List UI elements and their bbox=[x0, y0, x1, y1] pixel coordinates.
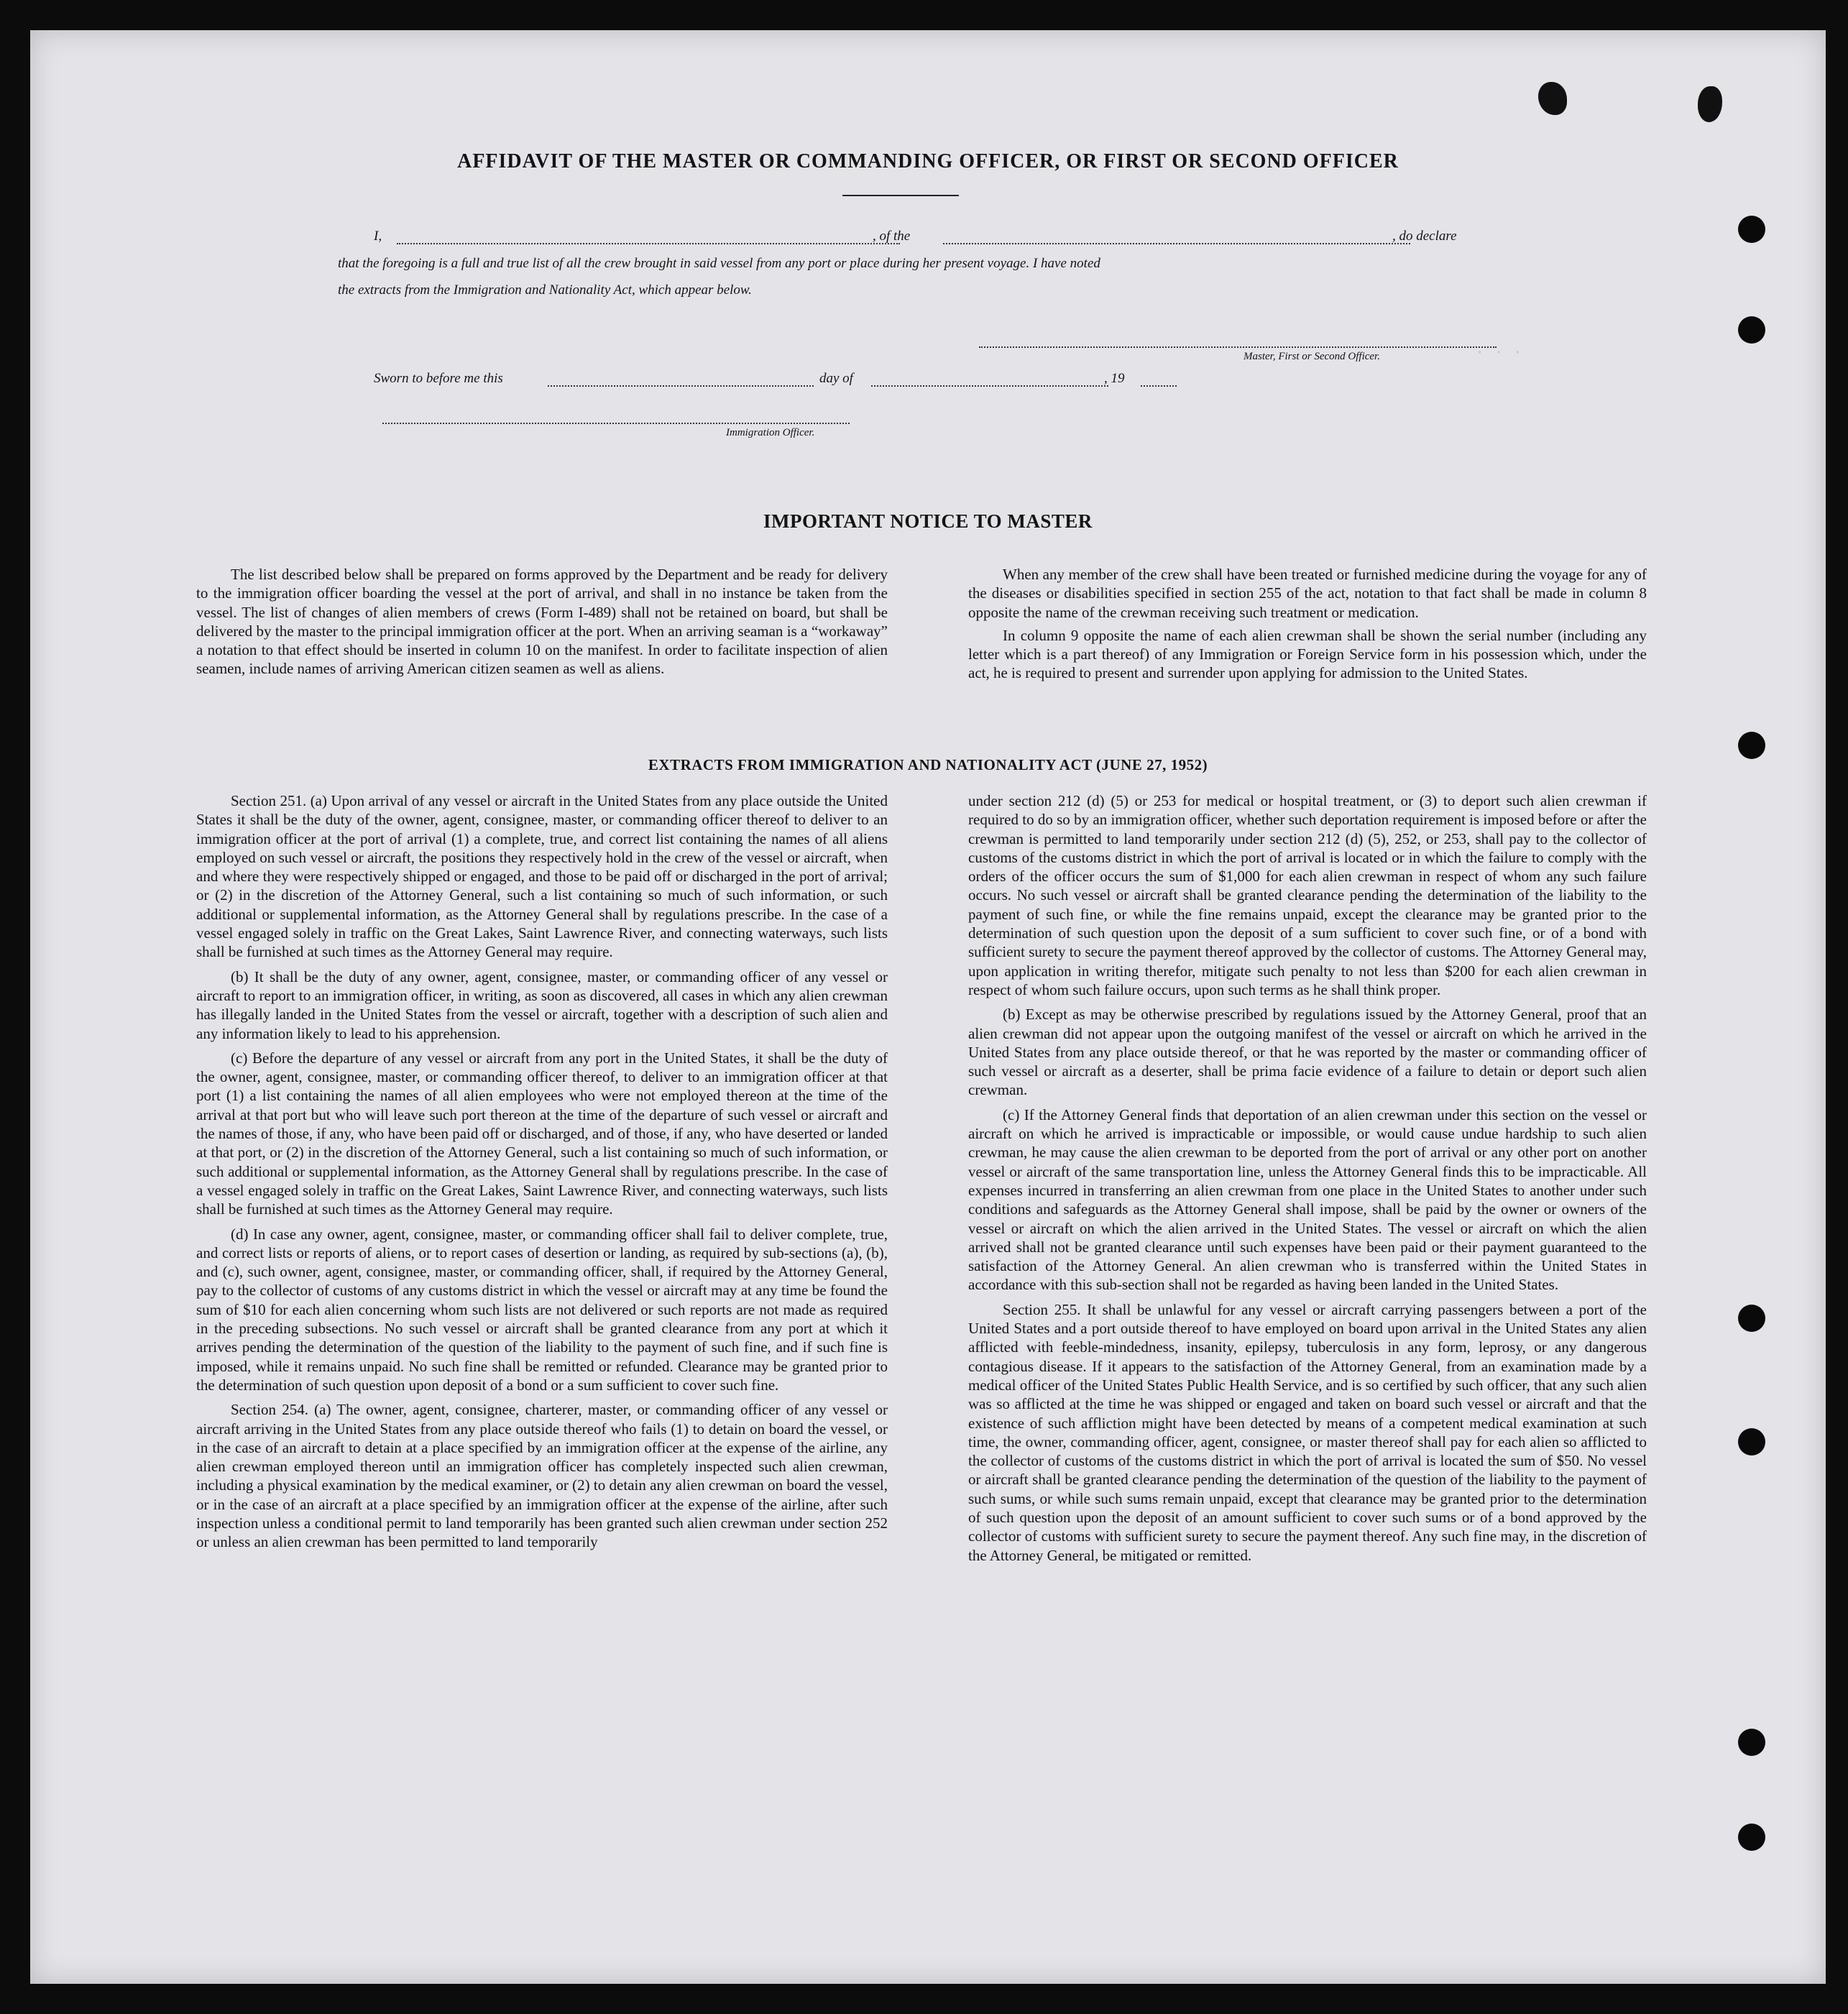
notice-right-paragraph-1: When any member of the crew shall have been treated or furnished medicine during the voyage for any of the diseases or disabilities specified in section 255 of the act, notation to that fact shall be made in column 8 opposite the name of the crewman receiving such treatment or medication. bbox=[968, 566, 1647, 621]
notice-left-column bbox=[196, 565, 888, 684]
section-254a-continued: under section 212 (d) (5) or 253 for medical or hospital treatment, or (3) to deport such alien crewman if required to do so by an immigration officer, whether such deportation requirement is imposed before or after the crewman is permitted to land temporarily under section 212 (d) (5), 252, or 253, shall pay to the collector of customs of the customs district in which the port of arrival is located or in which the failure to comply with the orders of the officer occurs the sum of $1,000 for each alien crewman in respect of whom any such failure occurs. No such vessel or aircraft shall be granted clearance pending the determination of the liability to the payment of such fine, or while the fine remains unpaid, except the clearance may be granted prior to the determination of such question upon the deposit of a sum sufficient to cover such fine, or of a bond with sufficient surety to secure the payment thereof approved by the collector of customs. The Attorney General may, upon application in writing therefor, mitigate such penalty to not less than $200 for each alien crewman in respect of whom such failure occurs, upon such terms as he shall think proper. bbox=[968, 792, 1647, 998]
notice-right-paragraph-2: In column 9 opposite the name of each alien crewman shall be shown the serial number (including any letter which is a part thereof) of any Immigration or Foreign Service form in his possession which, under the act, he is required to present and surrender upon applying for admission to the United States. bbox=[968, 626, 1647, 682]
section-255: Section 255. It shall be unlawful for any vessel or aircraft carrying passengers between a port of the United States and a port outside thereof to have employed on board upon arrival in the United States any alien afflicted with feeble-mindedness, insanity, epilepsy, tuberculosis in any form, leprosy, or any dangerous contagious disease. If it appears to the satisfaction of the Attorney General, from an examination made by a medical officer of the United States Public Health Service, and is so certified by such officer, that any such alien was so afflicted at the time he was shipped or engaged and taken on board such vessel or aircraft and that the existence of such affliction might have been detected by means of a competent medical examination at such time, the owner, commanding officer, agent, consignee, or master thereof shall pay for each alien so afflicted to the collector of customs of the customs district in which the port of arrival is located the sum of $50. No vessel or aircraft shall be granted clearance pending the determination of the question of the liability to the payment of such sums, or while such sums remain unpaid, except that clearance may be granted prior to the determination of such question upon the deposit of an amount sufficient to cover such sums or of a bond approved by the collector of customs with sufficient surety to secure the payment thereof. Any such fine may, in the discretion of the Attorney General, be mitigated or remitted. bbox=[968, 1300, 1647, 1564]
affidavit-line-2: that the foregoing is a full and true list of all the crew brought in said vessel from any port or place during her present voyage. I have noted bbox=[338, 256, 1100, 271]
binder-hole bbox=[1738, 732, 1765, 759]
year-label: , 19 bbox=[1104, 371, 1125, 386]
affidavit-title: AFFIDAVIT OF THE MASTER OR COMMANDING OFFICER, OR FIRST OR SECOND OFFICER bbox=[457, 150, 1399, 173]
master-signature-caption: Master, First or Second Officer. bbox=[1244, 351, 1380, 362]
notice-right-column bbox=[968, 565, 1647, 689]
bleed-through: · · · bbox=[1475, 344, 1523, 362]
officer-signature-caption: Immigration Officer. bbox=[726, 427, 815, 438]
master-signature-field[interactable] bbox=[979, 346, 1497, 348]
sworn-year-field[interactable] bbox=[1141, 385, 1177, 387]
section-254a: Section 254. (a) The owner, agent, consignee, charterer, master, or commanding officer of any vessel or aircraft arriving in the United States from any place outside thereof who fails (1) to detain on board the vessel, or in the case of an aircraft to detain at a place specified by an immigration officer at the expense of the airline, any alien crewman employed thereon until an immigration officer has completely inspected such alien crewman, including a physical examination by the medical examiner, or (2) to detain any alien crewman on board the vessel, or in the case of an aircraft at a place specified by an immigration officer at the expense of the airline, after such inspection unless a conditional permit to land temporarily has been granted such alien crewman under section 252 or unless an alien crewman has been permitted to land temporarily bbox=[196, 1401, 888, 1551]
extracts-left-column bbox=[196, 791, 888, 1558]
binder-hole bbox=[1738, 1729, 1765, 1756]
section-254b: (b) Except as may be otherwise prescribed by regulations issued by the Attorney General, proof that an alien crewman did not appear upon the outgoing manifest of the vessel or aircraft on which he arrived in the United States from any place outside thereof, or that he was reported by the master or commanding officer of such vessel or aircraft as a deserter, shall be prima facie evidence of a failure to detain or deport such alien crewman. bbox=[968, 1006, 1647, 1099]
title-divider bbox=[842, 195, 959, 196]
affidavit-of-the-label: , of the bbox=[873, 229, 911, 244]
section-251a: Section 251. (a) Upon arrival of any vessel or aircraft in the United States from any place outside the United States it shall be the duty of the owner, agent, consignee, master, or commanding officer thereof to deliver to an immigration officer at the port of arrival (1) a complete, true, and correct list containing the names of all aliens employed on such vessel or aircraft, the positions they respectively hold in the crew of the vessel or aircraft, when and where they were respectively shipped or engaged, and those to be paid off or discharged in the port of arrival; or (2) in the discretion of the Attorney General, such a list containing so much of such information, or such additional or supplemental information, as the Attorney General shall by regulations prescribe. In the case of a vessel engaged solely in traffic on the Great Lakes, Saint Lawrence River, and connecting waterways, such lists shall be furnished at such times as the Attorney General may require. bbox=[196, 792, 888, 961]
binder-hole bbox=[1738, 216, 1765, 243]
section-254c: (c) If the Attorney General finds that deportation of an alien crewman under this section on the vessel or aircraft on which he arrived is impracticable or impossible, or would cause undue hardship to such alien crewman, he may cause the alien crewman to be deported from the port of arrival or any other port on another vessel or aircraft of the same transportation line, unless the Attorney General finds this to be impracticable. All expenses incurred in transferring an alien crewman from one place in the United States to another under such conditions and safeguards as the Attorney General shall impose, shall be paid by the owner or owners of the vessel or aircraft on which the alien arrived in the United States. The vessel or aircraft on which the alien arrived shall not be granted clearance until such expenses have been paid or their payment guaranteed to the satisfaction of the Attorney General. An alien crewman who is transferred within the United States in accordance with this sub-section shall not be regarded as having been landed in the United States. bbox=[968, 1105, 1647, 1294]
binder-hole bbox=[1738, 316, 1765, 344]
notice-title: IMPORTANT NOTICE TO MASTER bbox=[763, 510, 1093, 532]
ink-blot bbox=[1538, 82, 1567, 115]
name-field[interactable] bbox=[397, 243, 900, 244]
extracts-title: EXTRACTS FROM IMMIGRATION AND NATIONALITY ACT (JUNE 27, 1952) bbox=[648, 756, 1208, 773]
vessel-field[interactable] bbox=[943, 243, 1410, 244]
section-251d: (d) In case any owner, agent, consignee, master, or commanding officer shall fail to deliver complete, true, and correct lists or reports of aliens, or to report cases of desertion or landing, as required by sub-sections (a), (b), and (c), such owner, agent, consignee, master, or commanding officer, shall, if required by the Attorney General, pay to the collector of customs of any customs district in which the vessel or aircraft may at any time be found the sum of $10 for each alien concerning whom such lists are not delivered or such reports are not made as required in the preceding subsections. No such vessel or aircraft shall be granted clearance from any port at which it arrives pending the determination of the question of the liability to the payment of such fine, and if such fine is imposed, while it remains unpaid. No such fine shall be remitted or refunded. Clearance may be granted prior to the determination of such question upon deposit of a bond or a sum sufficient to cover such fine. bbox=[196, 1225, 888, 1394]
notice-left-paragraph: The list described below shall be prepared on forms approved by the Department and be ready for delivery to the immigration officer boarding the vessel at the port of arrival, and shall in no instance be taken from the vessel. The list of changes of alien members of crews (Form I-489) shall not be retained on board, but shall be delivered by the master to the principal immigration officer at the port. When an arriving seaman is a “workaway” a notation to that effect should be inserted in column 10 on the manifest. In order to facilitate inspection of alien seamen, include names of arriving American citizen seamen as well as aliens. bbox=[196, 566, 888, 678]
binder-hole bbox=[1738, 1428, 1765, 1456]
affidavit-line-3: the extracts from the Immigration and Nationality Act, which appear below. bbox=[338, 282, 752, 298]
section-251b: (b) It shall be the duty of any owner, agent, consignee, master, or commanding officer of any vessel or aircraft to report to an immigration officer, in writing, as soon as discovered, all cases in which any alien crewman has illegally landed in the United States from the vessel or aircraft, together with a description of such alien and any information likely to lead to his apprehension. bbox=[196, 967, 888, 1042]
sworn-day-field[interactable] bbox=[548, 385, 814, 387]
officer-signature-field[interactable] bbox=[382, 423, 850, 424]
day-of-label: day of bbox=[819, 371, 853, 386]
ink-blot bbox=[1698, 86, 1722, 122]
binder-hole bbox=[1738, 1305, 1765, 1332]
binder-hole bbox=[1738, 1824, 1765, 1851]
document-page bbox=[30, 30, 1826, 1984]
sworn-label: Sworn to before me this bbox=[374, 371, 503, 386]
affidavit-i-label: I, bbox=[374, 229, 382, 244]
extracts-right-column bbox=[968, 791, 1647, 1571]
section-251c: (c) Before the departure of any vessel or aircraft from any port in the United States, it shall be the duty of the owner, agent, consignee, master, or commanding officer thereof, to deliver to an immigration officer at that port (1) a list containing the names of all alien employees who were not employed thereon at the time of the arrival at that port but who will leave such port thereon at the time of the departure of such vessel or aircraft and the names of those, if any, who have been paid off or discharged, and of those, if any, who have deserted or landed at that port, or (2) in the discretion of the Attorney General, such a list containing so much of such information, or such additional or supplemental information, as the Attorney General shall by regulations prescribe. In the case of a vessel engaged solely in traffic on the Great Lakes, Saint Lawrence River, and connecting waterways, such lists shall be furnished at such times as the Attorney General may require. bbox=[196, 1049, 888, 1218]
affidavit-declare-label: , do declare bbox=[1392, 229, 1457, 244]
sworn-month-field[interactable] bbox=[871, 385, 1108, 387]
